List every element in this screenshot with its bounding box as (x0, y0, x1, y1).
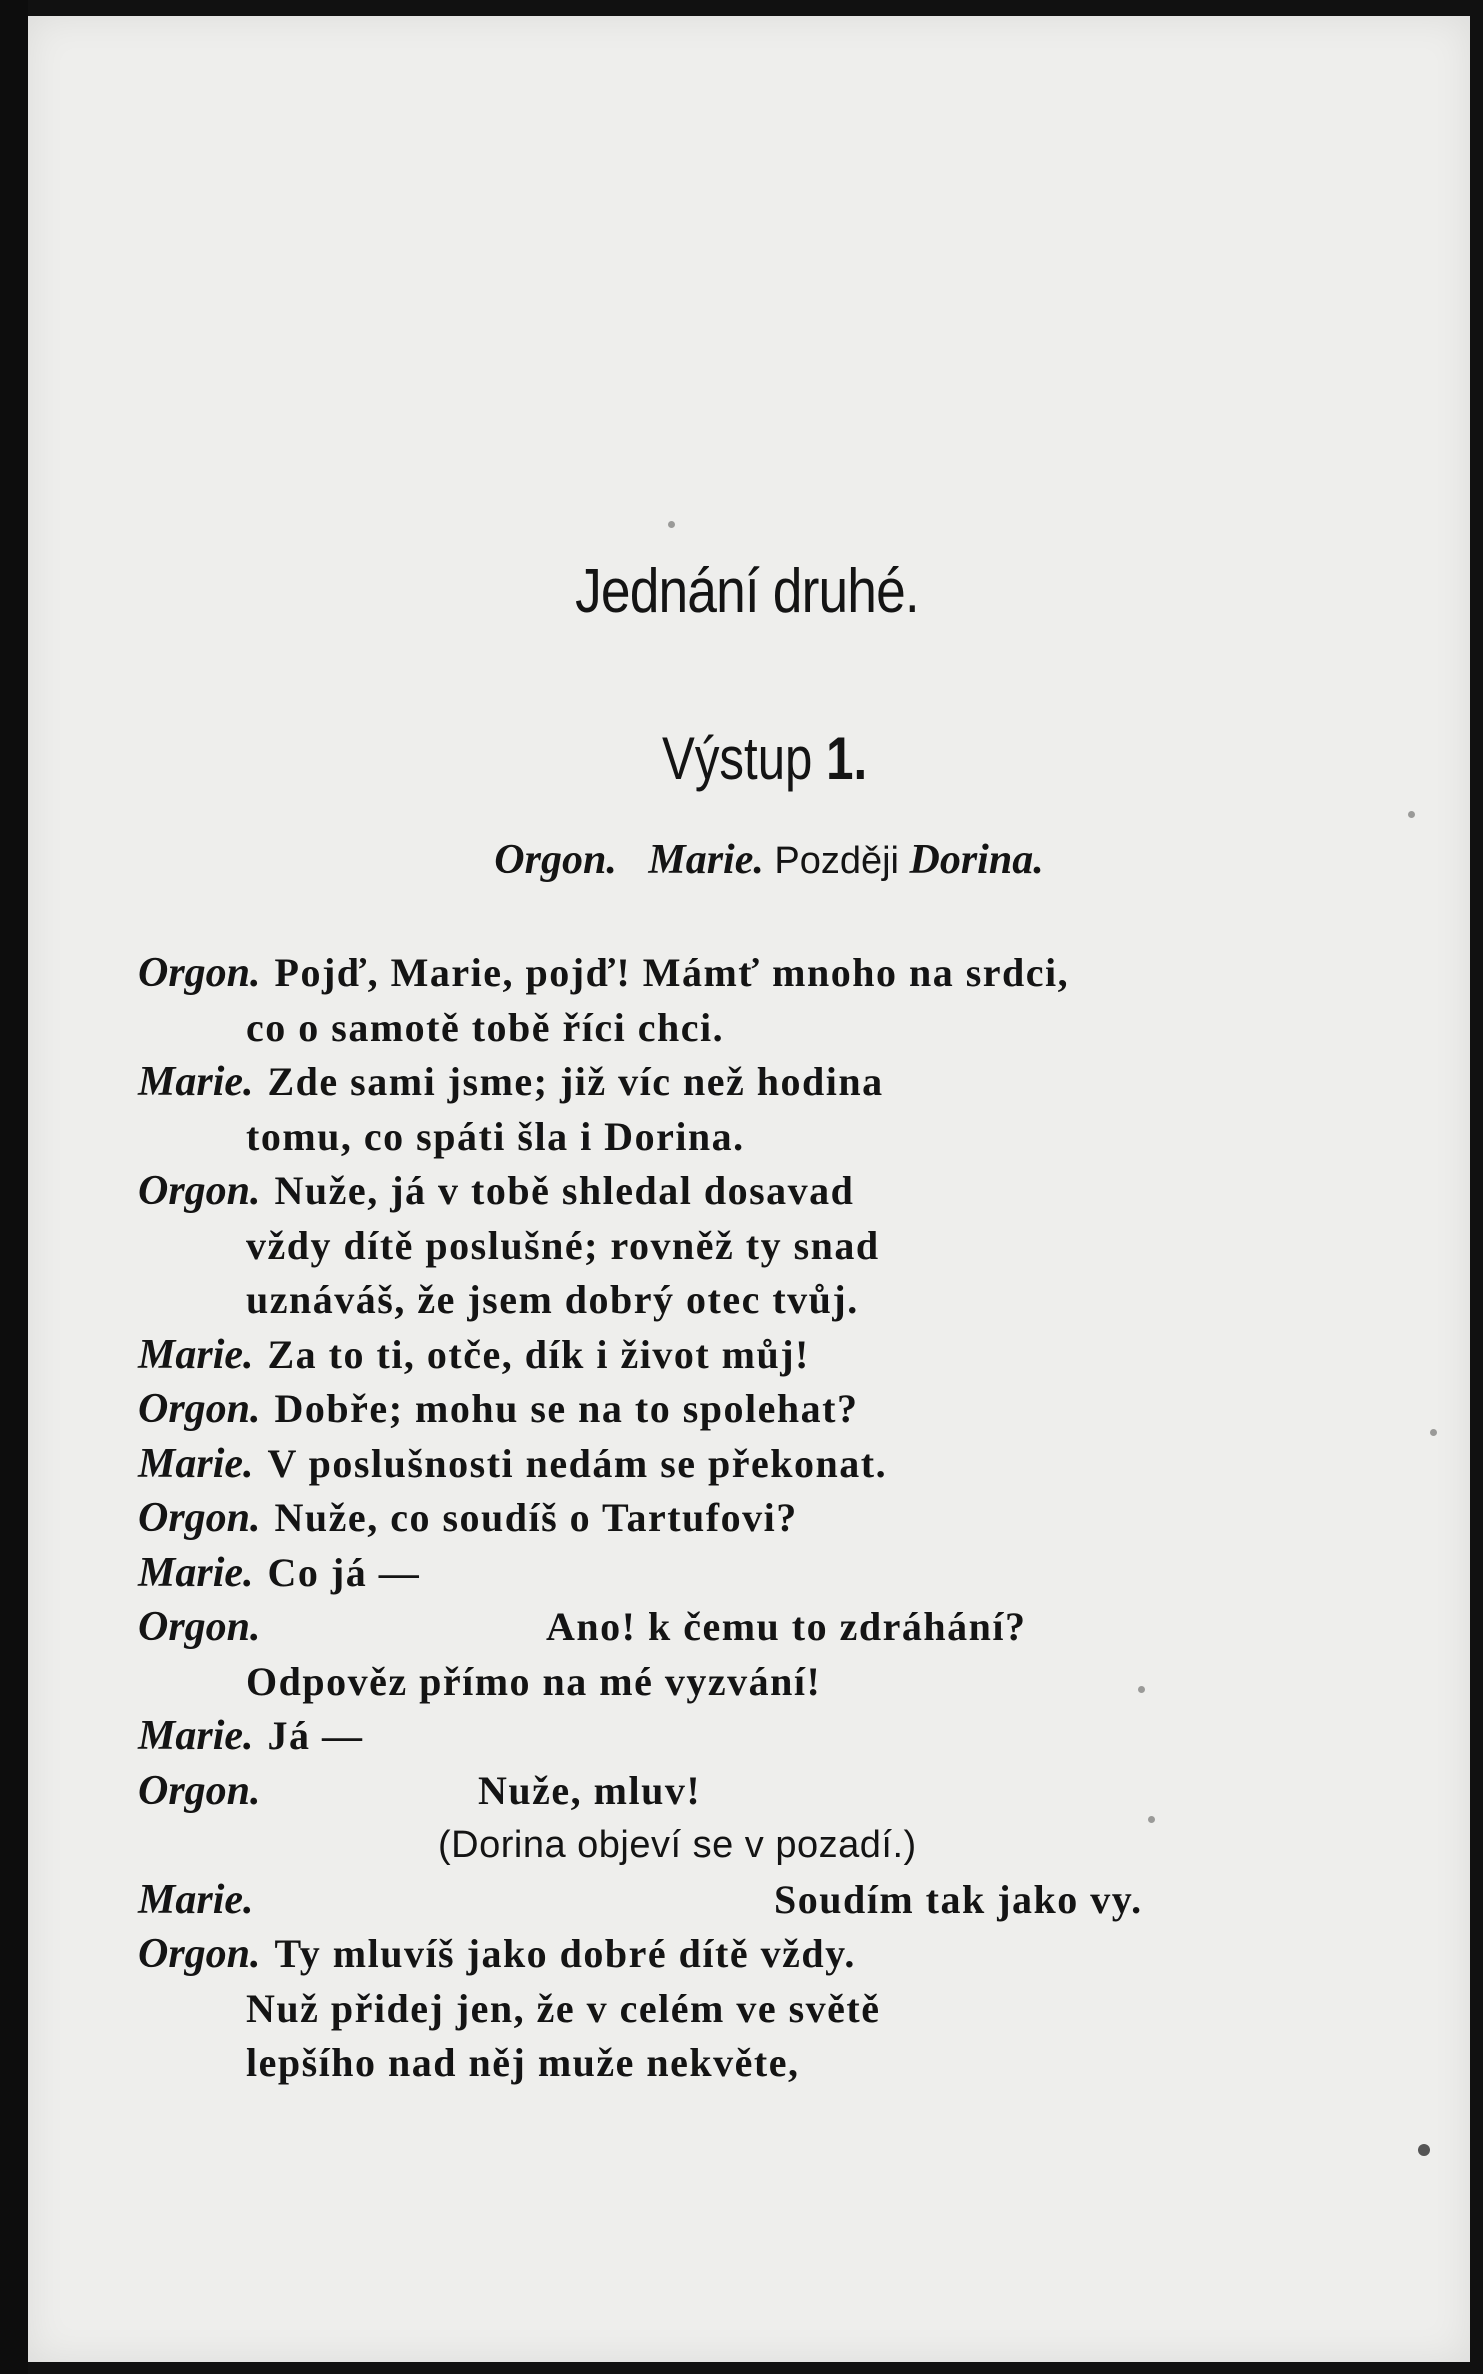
dialogue-line (138, 1600, 1298, 1655)
dialogue-line (138, 946, 1298, 1001)
act-heading: Jednání druhé. (575, 557, 919, 626)
speaker-name: Orgon. (138, 1495, 261, 1541)
speaker-name: Orgon. (138, 1604, 261, 1650)
speaker-name: Orgon. (138, 1931, 261, 1977)
speaker-name: Orgon. (138, 1168, 261, 1214)
dialogue-line (138, 1546, 1298, 1601)
dialogue-line (138, 1110, 1298, 1165)
speaker-name: Marie. (138, 1440, 254, 1487)
dialogue-line (138, 1709, 1298, 1764)
speaker-name: Marie. (138, 1713, 254, 1759)
dialogue-line (138, 1382, 1298, 1437)
verse-text: Dobře; mohu se na to spolehat? (274, 1386, 859, 1431)
dialogue-line (138, 1164, 1298, 1219)
character-dorina: Dorina. (909, 837, 1044, 883)
dialogue-line (138, 1328, 1298, 1383)
verse-text: Ano! k čemu to zdráhání? (546, 1604, 1027, 1649)
dialogue-line (138, 1437, 1298, 1492)
dialogue-line (138, 1491, 1298, 1546)
stage-direction-line (138, 1818, 1298, 1873)
dialogue-line (138, 1982, 1298, 2037)
speaker-name: Marie. (138, 1059, 254, 1105)
verse-text: Co já — (267, 1549, 421, 1595)
later-label: Později (774, 840, 899, 882)
verse-text: Soudím tak jako vy. (774, 1876, 1143, 1922)
dialogue-line (138, 1873, 1298, 1928)
verse-text: Pojď, Marie, pojď! Mámť mnoho na srdci, (274, 950, 1070, 995)
scene-label: Výstup (662, 725, 813, 792)
verse-text: co o samotě tobě říci chci. (246, 1004, 725, 1050)
book-page (28, 16, 1470, 2362)
paper-speck (1418, 2144, 1430, 2156)
dialogue-line (138, 1055, 1298, 1110)
verse-text: Za to ti, otče, dík i život můj! (267, 1331, 810, 1377)
verse-text: Já — (267, 1713, 364, 1758)
verse-text: Odpověz přímo na mé vyzvání! (246, 1658, 822, 1704)
speaker-name: Orgon. (138, 950, 261, 996)
scene-characters (28, 836, 1470, 884)
paper-speck (1408, 811, 1415, 818)
page-binding-edge (0, 0, 28, 2374)
dialogue-line (138, 2036, 1298, 2091)
character-orgon: Orgon. (494, 837, 617, 883)
verse-text: vždy dítě poslušné; rovněž ty snad (246, 1222, 880, 1268)
speaker-name: Marie. (138, 1549, 254, 1596)
paper-speck (668, 521, 675, 528)
verse-text: V poslušnosti nedám se překonat. (267, 1440, 888, 1486)
stage-direction: (Dorina objeví se v pozadí.) (438, 1824, 917, 1866)
speaker-name: Orgon. (138, 1386, 261, 1432)
dialogue-line (138, 1219, 1298, 1274)
dialogue-line (138, 1764, 1298, 1819)
paper-speck (1430, 1429, 1437, 1436)
speaker-name: Orgon. (138, 1767, 261, 1814)
verse-text: tomu, co spáti šla i Dorina. (246, 1113, 745, 1159)
speaker-name: Marie. (138, 1876, 254, 1923)
verse-text: uznáváš, že jsem dobrý otec tvůj. (246, 1277, 859, 1322)
verse-text: Nuže, co soudíš o Tartufovi? (274, 1495, 798, 1540)
verse-text: Nuže, mluv! (478, 1767, 702, 1813)
verse-text: Nuže, já v tobě shledal dosavad (274, 1168, 855, 1213)
dialogue-line (138, 1273, 1298, 1328)
dialogue-line (138, 1001, 1298, 1056)
verse-text: lepšího nad něj muže nekvěte, (246, 2040, 800, 2085)
dialogue-line (138, 1655, 1298, 1710)
dialogue-block (138, 946, 1298, 2091)
dialogue-line (138, 1927, 1298, 1982)
verse-text: Nuž přidej jen, že v celém ve světě (246, 1985, 881, 2031)
scene-heading (173, 724, 1355, 793)
scene-number: 1. (826, 725, 868, 792)
speaker-name: Marie. (138, 1331, 254, 1378)
verse-text: Zde sami jsme; již víc než hodina (267, 1059, 884, 1104)
verse-text: Ty mluvíš jako dobré dítě vždy. (274, 1931, 856, 1976)
character-marie: Marie. (648, 837, 764, 883)
